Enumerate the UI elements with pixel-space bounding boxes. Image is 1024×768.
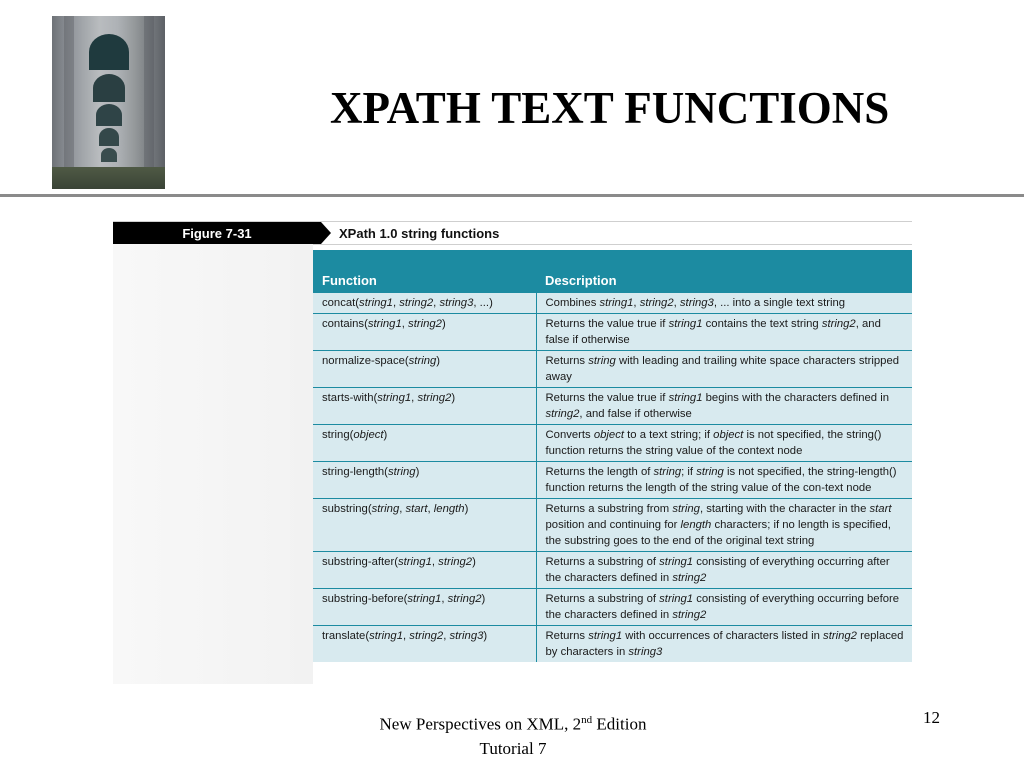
description-cell: [536, 351, 912, 388]
cell-text: ,: [433, 297, 440, 309]
function-cell: [313, 425, 536, 462]
parameter-text: string3: [449, 630, 484, 642]
parameter-text: string: [696, 466, 724, 478]
parameter-text: start: [869, 503, 892, 515]
parameter-text: string2: [672, 609, 707, 621]
table-row: [313, 293, 912, 314]
function-cell: [313, 462, 536, 499]
description-cell: [536, 425, 912, 462]
description-cell: [536, 293, 912, 314]
parameter-text: length: [680, 519, 712, 531]
cell-text: , and false if otherwise: [545, 318, 881, 346]
parameter-text: string2: [409, 630, 444, 642]
parameter-text: string1: [397, 556, 432, 568]
function-cell: [313, 351, 536, 388]
parameter-text: string: [672, 503, 700, 515]
cell-text: substring-after(: [322, 556, 398, 568]
cell-text: , ... into a single text string: [713, 297, 846, 309]
parameter-text: string1: [359, 297, 393, 309]
cell-text: concat(: [322, 297, 360, 309]
function-cell: [313, 626, 536, 663]
function-cell: [313, 499, 536, 552]
cell-text: ,: [399, 503, 406, 515]
cell-text: ): [481, 593, 486, 605]
cell-text: substring-before(: [322, 593, 408, 605]
cell-text: ; if: [681, 466, 697, 478]
description-cell: [536, 589, 912, 626]
footer-edition-sup: nd: [581, 714, 593, 726]
cell-text: ,: [392, 297, 400, 309]
parameter-text: string: [371, 503, 400, 515]
cell-text: substring(: [322, 503, 372, 515]
cell-text: with occurrences of characters listed in: [622, 630, 824, 642]
parameter-text: object: [713, 429, 744, 441]
parameter-text: string3: [628, 646, 663, 658]
parameter-text: string1: [659, 593, 694, 605]
cell-text: Returns the length of: [545, 466, 654, 478]
cell-text: Returns: [545, 630, 589, 642]
table-row: [313, 626, 912, 663]
parameter-text: string2: [447, 593, 482, 605]
cell-text: Returns: [545, 355, 589, 367]
table-row: [313, 499, 912, 552]
title-divider: [0, 194, 1024, 197]
function-cell: [313, 314, 536, 351]
parameter-text: start: [405, 503, 428, 515]
parameter-text: string2: [438, 556, 473, 568]
parameter-text: string1: [377, 392, 412, 404]
parameter-text: string1: [367, 318, 402, 330]
description-cell: [536, 388, 912, 425]
parameter-text: string: [588, 355, 616, 367]
cell-text: ,: [411, 392, 418, 404]
cell-text: Returns the value true if: [545, 318, 669, 330]
table-row: [313, 388, 912, 425]
cell-text: consisting of everything occurring before the characters defined in: [545, 593, 900, 621]
cell-text: ,: [401, 318, 409, 330]
cell-text: ,: [633, 297, 640, 309]
description-cell: [536, 626, 912, 663]
cell-text: characters; if no length is specified, the substring goes to the end of the original text string: [545, 519, 891, 547]
cell-text: contains the text string: [702, 318, 822, 330]
cell-text: starts-with(: [322, 392, 378, 404]
table-header-row: [313, 250, 912, 293]
page-number: 12: [923, 708, 940, 727]
function-cell: [313, 589, 536, 626]
cell-text: translate(: [322, 630, 370, 642]
cell-text: with leading and trailing white space characters stripped away: [545, 355, 900, 383]
footer-book-title: [338, 708, 688, 737]
cell-text: Converts: [545, 429, 594, 441]
slide-title: XPATH TEXT FUNCTIONS: [330, 83, 890, 133]
function-cell: [313, 552, 536, 589]
table-row: [313, 552, 912, 589]
cell-text: , starting with the character in the: [699, 503, 870, 515]
footer-tutorial: Tutorial 7: [479, 738, 547, 758]
description-cell: [536, 499, 912, 552]
cell-text: ): [383, 429, 388, 441]
table-row: [313, 462, 912, 499]
cell-text: to a text string; if: [624, 429, 714, 441]
header-description: Description: [536, 250, 912, 293]
bridge-photo: [52, 16, 165, 189]
cell-text: normalize-space(: [322, 355, 409, 367]
cell-text: ,: [673, 297, 680, 309]
parameter-text: string2: [639, 297, 674, 309]
parameter-text: string1: [407, 593, 442, 605]
cell-text: Returns a substring from: [545, 503, 673, 515]
footer-book-info: [338, 708, 688, 761]
table-row: [313, 314, 912, 351]
parameter-text: string2: [821, 318, 856, 330]
string-functions-table: [313, 250, 912, 662]
function-cell: [313, 388, 536, 425]
cell-text: string-length(: [322, 466, 388, 478]
cell-text: , and false if otherwise: [579, 408, 692, 420]
cell-text: contains(: [322, 318, 368, 330]
parameter-text: string3: [439, 297, 474, 309]
figure-caption: XPath 1.0 string functions: [339, 225, 500, 241]
parameter-text: string2: [408, 318, 442, 330]
parameter-text: string: [653, 466, 682, 478]
parameter-text: object: [353, 429, 384, 441]
cell-text: Returns a substring of: [545, 556, 660, 568]
cell-text: Returns the value true if: [545, 392, 669, 404]
description-cell: [536, 462, 912, 499]
cell-text: ): [472, 556, 476, 568]
parameter-text: string1: [599, 297, 634, 309]
figure-label: Figure 7-31: [113, 222, 321, 244]
parameter-text: string: [408, 355, 437, 367]
parameter-text: string1: [659, 556, 694, 568]
table-body: [313, 293, 912, 663]
parameter-text: string2: [672, 572, 707, 584]
parameter-text: string2: [399, 297, 434, 309]
function-cell: [313, 293, 536, 314]
parameter-text: string2: [417, 392, 452, 404]
description-cell: [536, 314, 912, 351]
cell-text: ,: [403, 630, 410, 642]
parameter-text: string1: [668, 318, 703, 330]
cell-text: replaced by characters in: [545, 630, 904, 658]
parameter-text: string1: [369, 630, 404, 642]
parameter-text: length: [433, 503, 465, 515]
figure-margin: [113, 244, 313, 684]
cell-text: ): [464, 503, 469, 515]
parameter-text: string3: [679, 297, 714, 309]
cell-text: ): [415, 466, 420, 478]
footer-edition-suffix: Edition: [592, 714, 647, 734]
cell-text: consisting of everything occurring after the characters defined in: [545, 556, 890, 584]
parameter-text: string1: [588, 630, 623, 642]
header-function: Function: [313, 250, 536, 293]
table-row: [313, 351, 912, 388]
cell-text: ): [441, 318, 446, 330]
cell-text: ,: [441, 593, 448, 605]
cell-text: ): [451, 392, 456, 404]
cell-text: ): [483, 630, 488, 642]
cell-text: is not specified, the string-length() function returns the length of the string value of the con-text node: [545, 466, 897, 494]
cell-text: begins with the characters defined in: [702, 392, 890, 404]
figure-caption-bar: [113, 221, 912, 245]
parameter-text: string: [387, 466, 416, 478]
parameter-text: string2: [545, 408, 580, 420]
footer-book-name: New Perspectives on XML, 2: [379, 714, 582, 734]
parameter-text: string2: [823, 630, 857, 642]
cell-text: string(: [322, 429, 354, 441]
cell-text: Returns a substring of: [545, 593, 660, 605]
cell-text: is not specified, the string() function returns the string value of the context node: [545, 429, 882, 457]
cell-text: ,: [431, 556, 439, 568]
cell-text: ,: [443, 630, 450, 642]
table-row: [313, 589, 912, 626]
parameter-text: object: [593, 429, 624, 441]
parameter-text: string1: [668, 392, 703, 404]
cell-text: position and continuing for: [545, 519, 681, 531]
description-cell: [536, 552, 912, 589]
cell-text: Combines: [545, 297, 600, 309]
cell-text: , ...): [473, 297, 493, 309]
cell-text: ,: [427, 503, 434, 515]
table-row: [313, 425, 912, 462]
cell-text: ): [436, 355, 441, 367]
